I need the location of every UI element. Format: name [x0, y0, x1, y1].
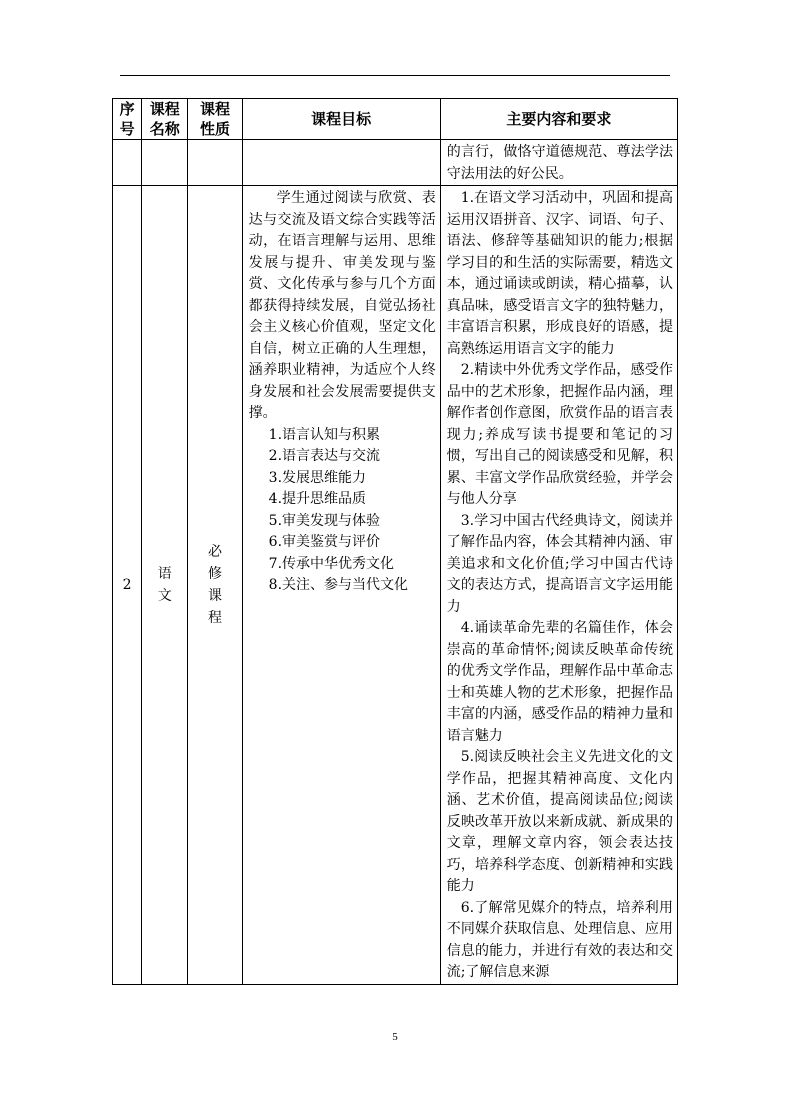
table-row: [113, 140, 678, 186]
content-item: 2.精读中外优秀文学作品，感受作品中的艺术形象，把握作品内涵，理解作者创作意图，欣赏作品的语言表现力;养成写读书提要和笔记的习惯，写出自己的阅读感受和见解，积累、丰富文学作品欣赏经验，并学会与他人分享: [446, 362, 673, 507]
continued-content: 的言行，做恪守道德规范、尊法学法守法用法的好公民。: [446, 144, 673, 182]
cell-course-nature: 必 修 课 程: [188, 186, 242, 985]
list-item: 7.传承中华优秀文化: [268, 555, 395, 572]
table-row: [113, 186, 678, 985]
list-item: 6.审美鉴赏与评价: [268, 534, 381, 550]
list-item: 2.语言表达与交流: [268, 448, 381, 464]
page-number: 5: [392, 1031, 398, 1043]
cell-content-requirements: [440, 186, 677, 985]
list-item: 4.提升思维品质: [268, 491, 367, 507]
cell-content: [440, 140, 677, 186]
goal-list: [249, 425, 436, 597]
course-table: [112, 98, 678, 985]
content-requirements-text: [441, 186, 677, 984]
cell-nature: [188, 140, 242, 186]
header-course-name: 课程 名称: [142, 99, 188, 140]
cell-course-goal: [242, 186, 440, 985]
content-item: 4.诵读革命先辈的名篇佳作，体会崇高的革命情怀;阅读反映革命传统的优秀文学作品，理解作品中革命志士和英雄人物的艺术形象，把握作品丰富的内涵，感受作品的精神力量和语言魅力: [446, 620, 673, 744]
header-rule: [120, 75, 670, 76]
cell-course-name: 语 文: [142, 186, 188, 985]
cell-seq: 2: [113, 186, 142, 985]
header-course-goal: 课程目标: [242, 99, 440, 140]
cell-name: [142, 140, 188, 186]
content-item: 1.在语文学习活动中，巩固和提高运用汉语拼音、汉字、词语、句子、语法、修辞等基础知识的能力;根据学习目的和生活的实际需要，精选文本，通过诵读或朗读，精心描摹，认真品味，感受语言文字的独特魅力，丰富语言积累，形成良好的语感，提高熟练运用语言文字的能力: [446, 190, 673, 357]
content-item: 5.阅读反映社会主义先进文化的文学作品，把握其精神高度、文化内涵、艺术价值，提高阅读品位;阅读反映改革开放以来新成就、新成果的文章，理解文章内容，领会表达技巧，培养科学态度、创新精神和实践能力: [446, 749, 673, 894]
course-goal-text: [243, 186, 440, 597]
list-item: 8.关注、参与当代文化: [268, 577, 409, 593]
header-course-nature: 课程 性质: [188, 99, 242, 140]
list-item: 1.语言认知与积累: [268, 426, 381, 443]
header-seq: 序 号: [113, 99, 142, 140]
goal-intro: 学生通过阅读与欣赏、表达与交流及语文综合实践等活动，在语言理解与运用、思维发展与提升、审美发现与鉴赏、文化传承与参与几个方面都获得持续发展，自觉弘扬社会主义核心价值观，坚定文化自信，树立正确的人生理想，涵养职业精神，为适应个人终身发展和社会发展需要提供支撑。: [248, 190, 436, 421]
header-content-requirements: 主要内容和要求: [440, 99, 677, 140]
content-item: 3.学习中国古代经典诗文，阅读并了解作品内容，体会其精神内涵、审美追求和文化价值;学习中国古代诗文的表达方式，提高语言文字运用能力: [446, 512, 673, 615]
list-item: 3.发展思维能力: [268, 469, 367, 486]
cell-seq: [113, 140, 142, 186]
content-item: 6.了解常见媒介的特点，培养利用不同媒介获取信息、处理信息、应用信息的能力，并进行有效的表达和交流;了解信息来源: [446, 899, 673, 980]
table-header-row: [113, 99, 678, 140]
list-item: 5.审美发现与体验: [268, 512, 381, 529]
cell-goal: [242, 140, 440, 186]
